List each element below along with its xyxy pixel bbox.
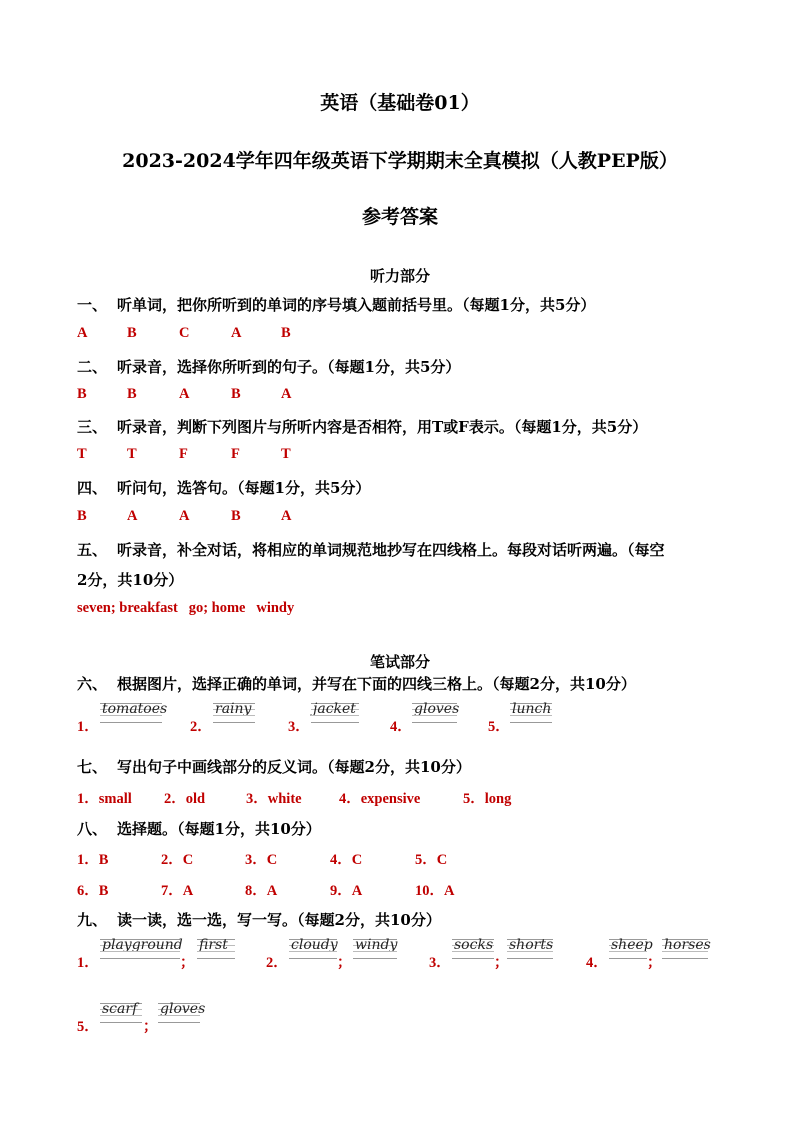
question-8: 八、 选择题。（每题1分，共10分） (77, 820, 321, 838)
q9-sep-2: ； (337, 955, 352, 971)
q9-sep-4: ； (647, 955, 662, 971)
question-3: 三、 听录音，判断下列图片与所听内容是否相符，用T或F表示。（每题1分，共5分） (77, 418, 648, 436)
question-5-cont: 2分，共10分） (77, 571, 184, 589)
q9-word-2a: cloudy (289, 939, 337, 959)
answers-5: seven; breakfast go; home windy (77, 600, 295, 616)
doc-answer-key-title: 参考答案 (361, 206, 438, 228)
q9-word-1b: first (197, 939, 235, 959)
q9-label-3: 3． (429, 955, 451, 971)
q6-word-1: tomatoes (100, 703, 162, 723)
question-1: 一、 听单词，把你所听到的单词的序号填入题前括号里。（每题1分，共5分） (77, 296, 596, 314)
q6-label-1: 1． (77, 719, 99, 735)
q9-word-3a: socks (452, 939, 494, 959)
q6-label-5: 5． (488, 719, 510, 735)
q9-label-1: 1． (77, 955, 99, 971)
q9-label-4: 4． (586, 955, 608, 971)
q6-label-2: 2． (190, 719, 212, 735)
question-9: 九、 读一读，选一选，写一写。（每题2分，共10分） (77, 911, 441, 929)
q6-label-3: 3． (288, 719, 310, 735)
q9-word-3b: shorts (507, 939, 553, 959)
q9-word-1a: playground (100, 939, 180, 959)
q9-label-2: 2． (266, 955, 288, 971)
listening-heading: 听力部分 (369, 267, 430, 285)
q9-word-5b: gloves (158, 1003, 200, 1023)
writing-heading: 笔试部分 (369, 653, 430, 671)
question-5: 五、 听录音，补全对话，将相应的单词规范地抄写在四线格上。每段对话听两遍。（每空 (77, 541, 665, 559)
question-4: 四、 听问句，选答句。（每题1分，共5分） (77, 479, 371, 497)
doc-subtitle: 2023-2024学年四年级英语下学期期末全真模拟（人教PEP版） (122, 150, 678, 172)
doc-title: 英语（基础卷01） (320, 92, 480, 114)
q6-word-4: gloves (412, 703, 457, 723)
q6-word-5: lunch (510, 703, 552, 723)
q9-label-5: 5． (77, 1019, 99, 1035)
q6-label-4: 4． (390, 719, 412, 735)
q6-word-2: rainy (213, 703, 255, 723)
q9-sep-1: ； (180, 955, 195, 971)
q9-sep-5: ； (143, 1019, 158, 1035)
question-6: 六、 根据图片，选择正确的单词，并写在下面的四线三格上。（每题2分，共10分） (77, 675, 636, 693)
q9-word-4b: horses (662, 939, 708, 959)
question-7: 七、 写出句子中画线部分的反义词。（每题2分，共10分） (77, 758, 471, 776)
q9-word-2b: windy (353, 939, 397, 959)
question-2: 二、 听录音，选择你所听到的句子。（每题1分，共5分） (77, 358, 461, 376)
q9-sep-3: ； (494, 955, 509, 971)
q9-word-5a: scarf (100, 1003, 142, 1023)
q6-word-3: jacket (311, 703, 359, 723)
q9-word-4a: sheep (609, 939, 647, 959)
